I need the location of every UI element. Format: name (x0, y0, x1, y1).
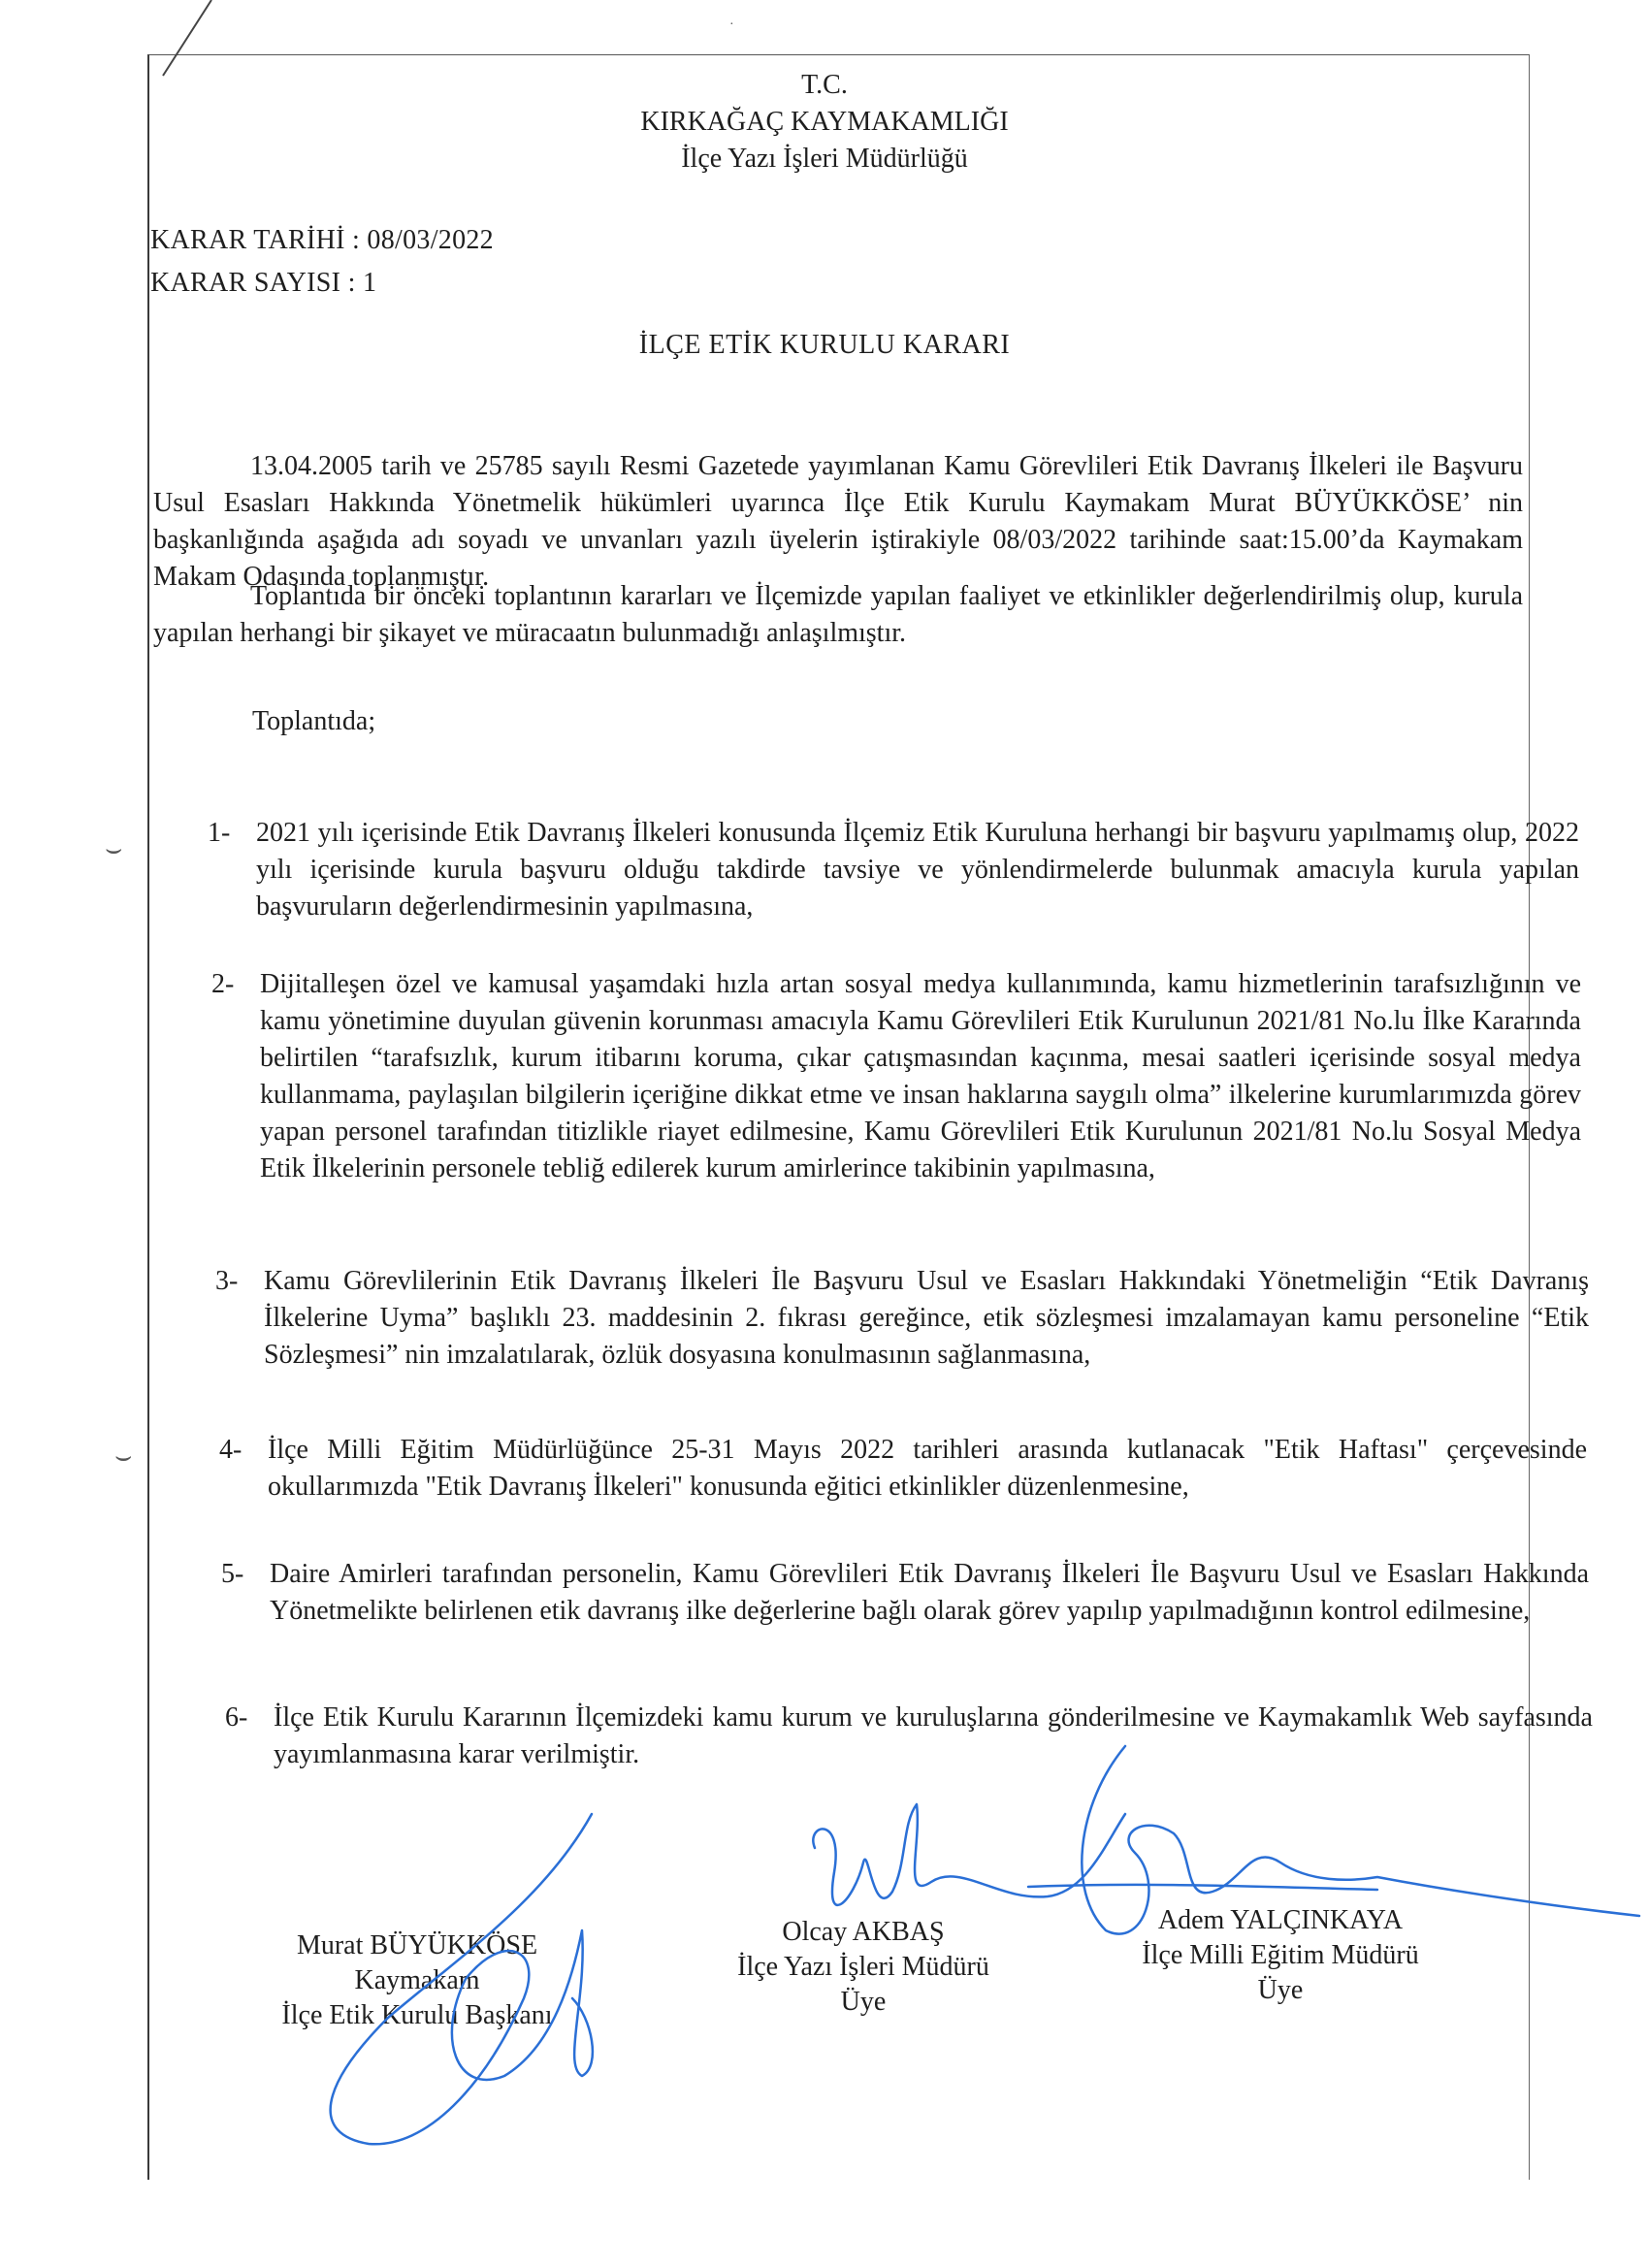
item-text: Dijitalleşen özel ve kamusal yaşamdaki hızla artan sosyal medya kullanımında, kamu hizmetlerinin tarafsızlığının ve kamu yönetimine duyulan güvenin korunması amacıyla Kamu Görevlileri Etik Kurulunun 2021/81 No.lu İlke Kararında belirtilen “tarafsızlık, kurum itibarını koruma, çıkar çatışmasından kaçınma, mesai saatleri içerisinde sosyal medya kullanmama, paylaşılan bilgilerin içeriğine dikkat etme ve insan haklarına saygılı olma” ilkelerine kurumlarımızda görev yapan personel tarafından titizlikle riayet edilmesine, Kamu Görevlileri Etik Kurulunun 2021/81 No.lu Sosyal Medya Etik İlkelerinin personele tebliğ edilerek kurum amirlerince takibinin yapılmasına, (260, 969, 1581, 1183)
item-text: Kamu Görevlilerinin Etik Davranış İlkeleri İle Başvuru Usul ve Esasları Hakkındaki Yönetmeliğin “Etik Davranış İlkelerine Uyma” başlıklı 23. maddesinin 2. fıkrası gereğince, etik sözleşmesi imzalamayan kamu personeline “Etik Sözleşmesi” nin imzalatılarak, özlük dosyasına konulmasının sağlanmasına, (264, 1266, 1589, 1370)
item-number: 1- (208, 818, 231, 848)
item-text: 2021 yılı içerisinde Etik Davranış İlkeleri konusunda İlçemiz Etik Kuruluna herhangi bir başvuru yapılmamış olup, 2022 yılı içerisinde kurula başvuru olduğu takdirde tavsiye ve yönlendirmelerde bulunmak amacıyla kurula yapılan başvuruların değerlendirmesinin yapılmasına, (256, 818, 1579, 922)
decision-date: KARAR TARİHİ : 08/03/2022 (150, 225, 494, 255)
signer-role: İlçe Etik Kurulu Başkanı (281, 2000, 553, 2030)
signer-name: Murat BÜYÜKKÖSE (296, 1930, 538, 1960)
item-number: 2- (211, 969, 235, 999)
item-number: 3- (215, 1266, 239, 1296)
signer-role: Üye (840, 1987, 887, 2017)
signer-name: Olcay AKBAŞ (782, 1917, 945, 1947)
signature-block-member-2 (1086, 1903, 1474, 2008)
item-number: 5- (221, 1559, 244, 1589)
header-institution: KIRKAĞAÇ KAYMAKAMLIĞI (640, 107, 1009, 137)
decision-number: KARAR SAYISI : 1 (150, 268, 377, 298)
document-title: İLÇE ETİK KURULU KARARI (638, 330, 1011, 360)
item-text: İlçe Etik Kurulu Kararının İlçemizdeki kamu kurum ve kuruluşlarına gönderilmesine ve Kaymakamlık Web sayfasında yayımlanmasına karar verilmiştir. (274, 1702, 1593, 1769)
signature-block-chair (233, 1928, 601, 2033)
signer-title: Kaymakam (354, 1965, 480, 1995)
header-department: İlçe Yazı İşleri Müdürlüğü (681, 144, 968, 174)
margin-mark: ⌣ (114, 1442, 133, 1472)
item-number: 6- (225, 1702, 248, 1733)
margin-mark: ⌣ (105, 834, 123, 864)
signature-block-member-1 (669, 1915, 1057, 2020)
item-text: İlçe Milli Eğitim Müdürlüğünce 25-31 Mayıs 2022 tarihleri arasında kutlanacak "Etik Haftası" çerçevesinde okullarımızda "Etik Davranış İlkeleri" konusunda eğitici etkinlikler düzenlenmesine, (268, 1435, 1587, 1502)
scan-corner-mark (155, 0, 213, 78)
signer-title: İlçe Yazı İşleri Müdürü (737, 1952, 989, 1982)
review-paragraph: Toplantıda bir önceki toplantının kararları ve İlçemizde yapılan faaliyet ve etkinlikler değerlendirilmiş olup, kurula yapılan herhangi bir şikayet ve müracaatın bulunmadığı anlaşılmıştır. (153, 581, 1523, 648)
intro-paragraph: 13.04.2005 tarih ve 25785 sayılı Resmi Gazetede yayımlanan Kamu Görevlileri Etik Davranış İlkeleri ile Başvuru Usul Esasları Hakkında Yönetmelik hükümleri uyarınca İlçe Etik Kurulu Kaymakam Murat BÜYÜKKÖSE’ nin başkanlığında aşağıda adı soyadı ve unvanları yazılı üyelerin iştirakiyle 08/03/2022 tarihinde saat:15.00’da Kaymakam Makam Odasında toplanmıştır. (153, 451, 1523, 592)
signer-role: Üye (1257, 1975, 1304, 2005)
scan-dot: · (729, 17, 734, 32)
signer-name: Adem YALÇINKAYA (1157, 1905, 1404, 1935)
item-text: Daire Amirleri tarafından personelin, Kamu Görevlileri Etik Davranış İlkeleri İle Başvuru Usul ve Esasları Hakkında Yönetmelikte belirlenen etik davranış ilke değerlerine bağlı olarak görev yapılıp yapılmadığının kontrol edilmesine, (270, 1559, 1589, 1626)
meeting-lead: Toplantıda; (252, 706, 376, 736)
item-number: 4- (219, 1435, 242, 1465)
header-tc: T.C. (801, 70, 848, 100)
signer-title: İlçe Milli Eğitim Müdürü (1142, 1940, 1419, 1970)
